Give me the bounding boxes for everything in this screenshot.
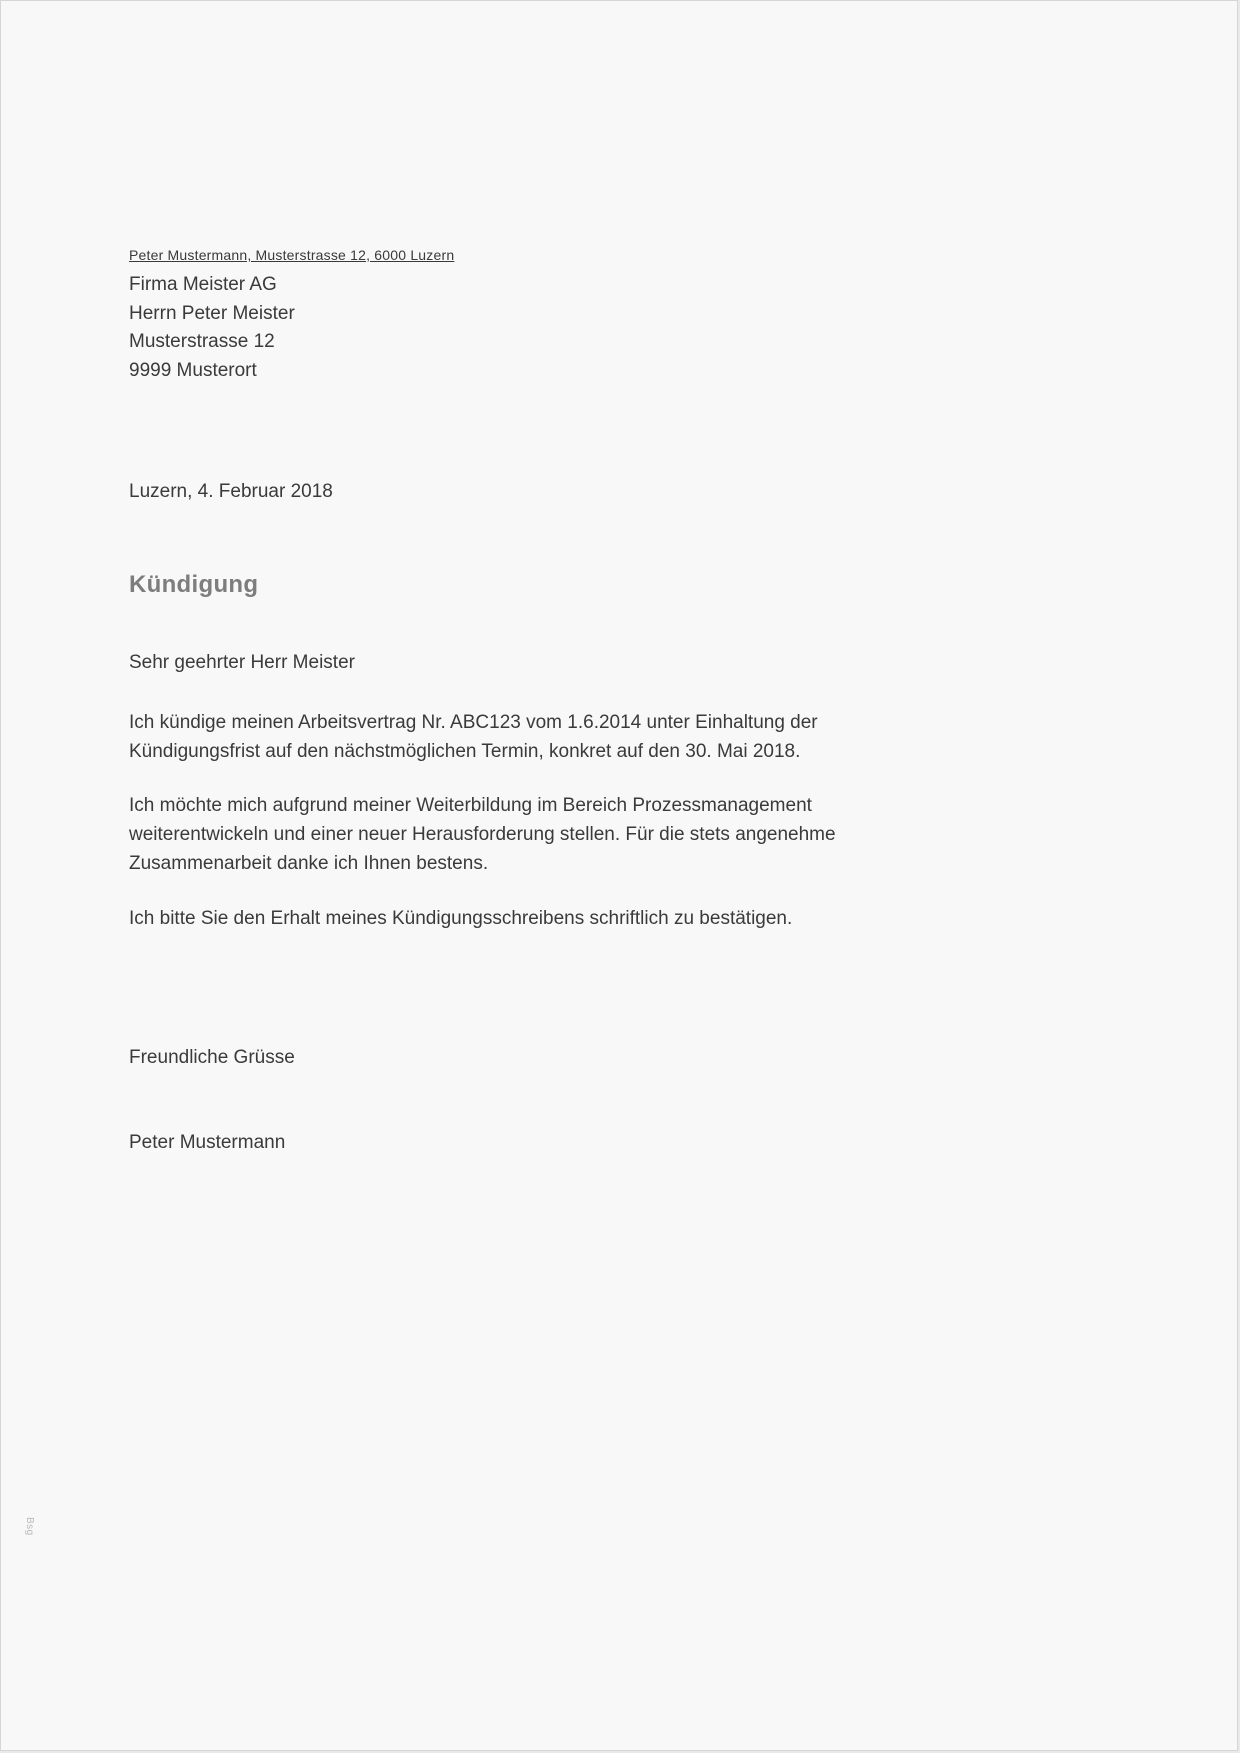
salutation: Sehr geehrter Herr Meister — [129, 652, 355, 673]
sender-address-line: Peter Mustermann, Musterstrasse 12, 6000 Luzern — [129, 247, 455, 263]
recipient-street: Musterstrasse 12 — [129, 331, 275, 352]
recipient-city: 9999 Musterort — [129, 359, 257, 381]
closing-line: Freundliche Grüsse — [129, 1047, 295, 1068]
body-paragraph-3: Ich bitte Sie den Erhalt meines Kündigungsschreibens schriftlich zu bestätigen. — [129, 908, 793, 929]
body-paragraph-2: Ich möchte mich aufgrund meiner Weiterbildung im Bereich Prozessmanagement weiterentwickeln und einer neuer Herausforderung stellen. Für die stets angenehme Zusammenarbeit danke ich Ihnen bestens. — [129, 795, 836, 874]
footer-watermark: Bsg — [24, 1517, 35, 1536]
date-line: Luzern, 4. Februar 2018 — [129, 481, 333, 502]
signature-name: Peter Mustermann — [129, 1132, 286, 1153]
recipient-address-block — [129, 271, 295, 385]
recipient-company: Firma Meister AG — [129, 274, 277, 295]
subject-heading: Kündigung — [129, 571, 259, 598]
recipient-name: Herrn Peter Meister — [129, 302, 295, 324]
body-paragraph-1: Ich kündige meinen Arbeitsvertrag Nr. ABC123 vom 1.6.2014 unter Einhaltung der Kündigungsfrist auf den nächstmöglichen Termin, konkret auf den 30. Mai 2018. — [129, 712, 818, 762]
